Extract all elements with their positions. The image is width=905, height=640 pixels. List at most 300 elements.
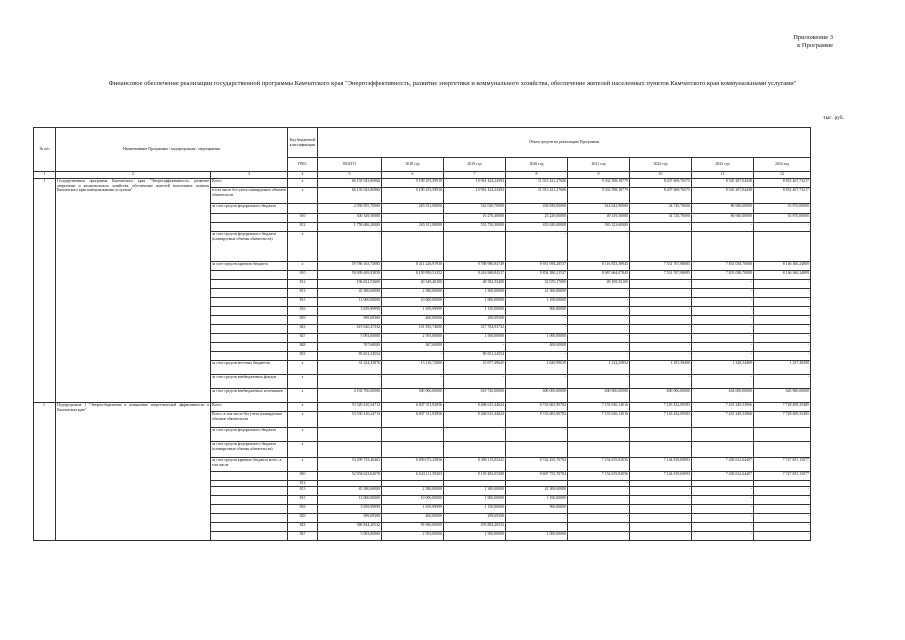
year-value-cell: - [754, 223, 811, 232]
year-value-cell: 34 720,70000 [630, 204, 692, 214]
year-value-cell: 8 852 467,73217 [754, 179, 811, 188]
funding-source-cell [211, 316, 288, 325]
year-value-cell: 9 416 968,84317 [444, 271, 506, 280]
grbs-code-cell: 829 [288, 514, 318, 523]
funding-source-cell [211, 298, 288, 307]
year-value-cell: 11 013 421,27606 [506, 188, 568, 204]
year-value-cell: 435 620,00000 [506, 223, 568, 232]
year-value-cell [754, 442, 811, 458]
year-value-cell: 900,00000 [506, 307, 568, 316]
grbs-code-cell: 812 [288, 223, 318, 232]
year-value-cell: 9 190 255,59910 [382, 179, 444, 188]
year-value-cell [444, 442, 506, 458]
year-value-cell: 1 500,00000 [444, 334, 506, 343]
year-value-cell: - [754, 325, 811, 334]
year-value-cell: 8 743 665,90784 [506, 403, 568, 412]
year-value-cell: 7 833 038,70008 [692, 271, 754, 280]
year-value-cell: - [506, 316, 568, 325]
year-value-cell: - [754, 316, 811, 325]
year-value-cell: - [692, 375, 754, 389]
year-value-cell: 2 380,00000 [382, 487, 444, 496]
year-value-cell: - [568, 496, 630, 505]
funding-source-cell: за счет средств краевого бюджета всего, в том числе [211, 458, 288, 472]
year-value-cell: - [568, 505, 630, 514]
year-value-cell: 10 000,00000 [382, 496, 444, 505]
total-cell: 45 380,00000 [318, 487, 382, 496]
funding-source-cell [211, 334, 288, 343]
col-number: 11 [692, 172, 754, 179]
funding-source-cell: за счет средств федерального бюджета [211, 204, 288, 214]
grbs-code-cell: х [288, 232, 318, 262]
total-cell: - [318, 232, 382, 262]
year-value-cell: 52 670,17000 [506, 280, 568, 289]
year-value-cell [568, 442, 630, 458]
year-value-cell: 7 430 612,64497 [692, 458, 754, 472]
total-cell: 53 499 733,46463 [318, 458, 382, 472]
year-value-cell: - [692, 487, 754, 496]
year-value-cell: 7 728 499,35485 [754, 403, 811, 412]
year-value-cell: 2 380,00000 [382, 289, 444, 298]
funding-source-cell: за счет средств федерального бюджета (планируемые объемы обязательств) [211, 232, 288, 262]
total-cell: 53 530 410,24713 [318, 412, 382, 428]
financing-table [33, 127, 811, 541]
total-cell: 3 659,99999 [318, 505, 382, 514]
year-value-cell: 400,00000 [506, 343, 568, 352]
header-year-2023: 2023 год [692, 158, 754, 172]
year-value-cell: 8 742 455,70784 [506, 458, 568, 472]
year-value-cell: - [692, 523, 754, 532]
year-value-cell: 48 582,53400 [444, 280, 506, 289]
column-numbers-row [34, 172, 811, 179]
year-value-cell: - [692, 334, 754, 343]
col-number: 10 [630, 172, 692, 179]
year-value-cell: 9 951 958,28537 [506, 262, 568, 271]
year-value-cell: 7 727 837,15077 [754, 458, 811, 472]
grbs-code-cell: х [288, 428, 318, 442]
year-value-cell: 1 300,00000 [444, 289, 506, 298]
year-value-cell: 1 237,48408 [754, 361, 811, 375]
year-value-cell: 1 659,99999 [382, 307, 444, 316]
year-value-cell: - [692, 505, 754, 514]
appendix-note [793, 34, 833, 50]
year-value-cell: 7 727 837,15077 [754, 472, 811, 481]
year-value-cell: - [568, 289, 630, 298]
year-value-cell: - [568, 481, 630, 487]
year-value-cell: 7 430 612,64497 [692, 472, 754, 481]
year-value-cell [630, 442, 692, 458]
funding-source-cell [211, 223, 288, 232]
year-value-cell: 8 146 360,24809 [754, 271, 811, 280]
year-value-cell: - [568, 523, 630, 532]
grbs-code-cell: 829 [288, 316, 318, 325]
year-value-cell: 299,69300 [444, 514, 506, 523]
year-value-cell [444, 232, 506, 262]
year-value-cell: - [506, 352, 568, 361]
grbs-code-cell: х [288, 361, 318, 375]
header-name: Наименование Программы / подпрограммы / мероприятия [56, 128, 288, 172]
total-cell: 45 380,00000 [318, 289, 382, 298]
year-value-cell: 7 144 819,69093 [630, 472, 692, 481]
grbs-code-cell: 848 [288, 343, 318, 352]
year-value-cell: 1 100,00000 [506, 496, 568, 505]
year-value-cell: 9 854 380,21537 [506, 271, 568, 280]
year-value-cell: 40 349,48100 [382, 280, 444, 289]
year-value-cell: - [444, 343, 506, 352]
grbs-code-cell: х [288, 442, 318, 458]
funding-source-cell [211, 214, 288, 223]
year-value-cell: - [506, 232, 568, 262]
header-year-2020: 2020 год [506, 158, 568, 172]
total-cell: 300 349,50000 [318, 214, 382, 223]
year-value-cell: 8 545 207,04438 [692, 179, 754, 188]
year-value-cell: 7 155 636,14016 [568, 403, 630, 412]
year-value-cell: 1 000,00000 [506, 532, 568, 541]
grbs-code-cell: 830 [288, 472, 318, 481]
year-value-cell: - [692, 280, 754, 289]
col-number: 5 [318, 172, 382, 179]
year-value-cell: 8 490 115,05241 [444, 458, 506, 472]
year-value-cell: - [754, 496, 811, 505]
total-cell: 699,69300 [318, 514, 382, 523]
year-value-cell: 7 154 819,92056 [568, 458, 630, 472]
year-value-cell: 619 740,00000 [444, 389, 506, 403]
year-value-cell: 458 849,00000 [506, 204, 568, 214]
year-value-cell: 8 159 959,51252 [382, 271, 444, 280]
total-cell: 85 651,24554 [318, 352, 382, 361]
year-value-cell: 55 870,00000 [754, 214, 811, 223]
year-value-cell [692, 232, 754, 262]
header-total: ВСЕГО [318, 158, 382, 172]
year-value-cell: - [630, 523, 692, 532]
funding-source-cell [211, 514, 288, 523]
subprogram-number: 1. [34, 403, 56, 541]
header-year-2022: 2022 год [630, 158, 692, 172]
year-value-cell: - [754, 343, 811, 352]
year-value-cell: 9 332 598,18779 [568, 188, 630, 204]
year-value-cell: - [568, 487, 630, 496]
header-num: № п/п [34, 128, 56, 172]
grbs-code-cell: 810 [288, 214, 318, 223]
year-value-cell: 1 900,00000 [444, 298, 506, 307]
year-value-cell: - [630, 316, 692, 325]
year-value-cell: 600 000,00000 [630, 389, 692, 403]
total-cell: 13 000,00000 [318, 298, 382, 307]
year-value-cell: 400,00000 [382, 514, 444, 523]
grbs-code-cell: 816 [288, 505, 318, 514]
year-value-cell: - [568, 307, 630, 316]
year-value-cell: 10 677,49645 [444, 361, 506, 375]
year-value-cell: - [754, 523, 811, 532]
year-value-cell: - [444, 428, 506, 442]
year-value-cell: - [568, 352, 630, 361]
grbs-code-cell: х [288, 188, 318, 204]
year-value-cell: - [506, 523, 568, 532]
year-value-cell: - [630, 505, 692, 514]
year-value-cell: - [630, 532, 692, 541]
col-number: 3 [211, 172, 288, 179]
total-cell: 1 758 606,20000 [318, 223, 382, 232]
header-row-top [34, 128, 811, 158]
col-number: 9 [568, 172, 630, 179]
year-value-cell: 6 847 311,92856 [382, 412, 444, 428]
header-year-2021: 2021 год [568, 158, 630, 172]
year-value-cell: 23 229,00000 [506, 214, 568, 223]
funding-source-cell: Всего, в том числе без учета планируемых объемов обязательств [211, 412, 288, 428]
col-number: 1 [34, 172, 56, 179]
total-cell: - [318, 375, 382, 389]
header-grbs: ГРБС [288, 158, 318, 172]
year-value-cell: - [754, 514, 811, 523]
year-value-cell: 367,60000 [382, 343, 444, 352]
total-cell: 53 520 410,24713 [318, 403, 382, 412]
grbs-code-cell: 815 [288, 298, 318, 307]
funding-source-cell: за счет средств федерального бюджета (планируемые объемы обязательств) [211, 442, 288, 458]
year-value-cell: - [630, 352, 692, 361]
year-value-cell: - [630, 307, 692, 316]
year-value-cell: 85 651,24554 [444, 352, 506, 361]
year-value-cell: - [630, 375, 692, 389]
funding-source-cell: Всего [211, 179, 288, 188]
funding-source-cell [211, 289, 288, 298]
year-value-cell: - [630, 343, 692, 352]
year-value-cell: - [754, 375, 811, 389]
year-value-cell: 265 911,90000 [382, 204, 444, 214]
document-title: Финансовое обеспечение реализации государственной программы Камчатского края "Энергоэффективность, развитие энергетики и коммунального хозяйства, обеспечение жителей населенных пунктов Камчатского края коммунальными услугами" [108, 80, 797, 87]
year-value-cell: - [754, 298, 811, 307]
year-value-cell [754, 428, 811, 442]
year-value-cell: 49 319,30000 [568, 214, 630, 223]
total-cell: 767,60000 [318, 343, 382, 352]
year-value-cell: 6 643 111,39303 [382, 472, 444, 481]
year-value-cell: 1 500,00000 [444, 532, 506, 541]
col-number: 7 [444, 172, 506, 179]
funding-source-cell [211, 352, 288, 361]
year-value-cell: 8 116 833,38945 [568, 262, 630, 271]
year-value-cell: - [568, 334, 630, 343]
year-value-cell: - [568, 375, 630, 389]
year-value-cell: - [692, 298, 754, 307]
year-value-cell: 8 207 669,76575 [630, 179, 692, 188]
year-value-cell: - [630, 334, 692, 343]
header-code: Код бюджетной классификации [288, 128, 318, 158]
year-value-cell: 614 642,90000 [568, 204, 630, 214]
grbs-code-cell: 843 [288, 523, 318, 532]
program-number: 1 [34, 179, 56, 403]
subprogram-name: Подпрограмма 1 "Энергосбережение и повышение энергетической эффективности в Камчатском крае" [56, 403, 211, 541]
year-value-cell: 2 593,00000 [382, 334, 444, 343]
header-year-2024: 2024 год [754, 158, 811, 172]
year-value-cell: 7 154 819,92056 [568, 472, 630, 481]
year-value-cell [382, 232, 444, 262]
header-year-2019: 2019 год [444, 158, 506, 172]
total-cell: 5 093,00000 [318, 334, 382, 343]
year-value-cell: 7 431 249,33966 [692, 412, 754, 428]
year-value-cell [754, 232, 811, 262]
year-value-cell: - [382, 375, 444, 389]
year-value-cell: 1 659,99999 [382, 505, 444, 514]
year-value-cell: 2 593,00000 [382, 532, 444, 541]
total-cell: 386 844,20532 [318, 523, 382, 532]
year-value-cell: 7 145 432,09583 [630, 403, 692, 412]
grbs-code-cell: х [288, 412, 318, 428]
grbs-code-cell: 847 [288, 334, 318, 343]
year-value-cell: 93 960,00000 [382, 523, 444, 532]
funding-source-cell [211, 505, 288, 514]
year-value-cell: - [630, 223, 692, 232]
total-cell: 66 103 043,86960 [318, 179, 382, 188]
year-value-cell: 41 300,00000 [506, 289, 568, 298]
year-value-cell: 7 728 499,35485 [754, 412, 811, 428]
year-value-cell: 299,69300 [444, 316, 506, 325]
total-cell: 5 093,00000 [318, 532, 382, 541]
year-value-cell [630, 428, 692, 442]
year-value-cell: 8 468 615,44024 [444, 403, 506, 412]
total-cell: 59 009 409,93858 [318, 271, 382, 280]
year-value-cell: - [444, 375, 506, 389]
year-value-cell [382, 442, 444, 458]
year-value-cell: 531 750,30000 [444, 223, 506, 232]
year-value-cell: 900,00000 [506, 505, 568, 514]
col-number: 6 [382, 172, 444, 179]
year-value-cell [630, 232, 692, 262]
year-value-cell: 9 190 255,59910 [382, 188, 444, 204]
grbs-code-cell: х [288, 179, 318, 188]
grbs-code-cell: 813 [288, 289, 318, 298]
unit-label: тыс. руб. [823, 115, 844, 121]
year-value-cell: 10 270,40000 [444, 214, 506, 223]
year-value-cell: - [692, 223, 754, 232]
year-value-cell: - [630, 487, 692, 496]
year-value-cell: 1 100,00000 [506, 298, 568, 307]
total-cell: 196 821,53600 [318, 280, 382, 289]
year-value-cell: 34 720,70000 [630, 214, 692, 223]
col-number: 12 [754, 172, 811, 179]
year-value-cell: 10 961 424,24394 [444, 188, 506, 204]
funding-source-cell: за счет средств краевого бюджета [211, 262, 288, 271]
year-value-cell: - [692, 496, 754, 505]
year-value-cell: - [568, 316, 630, 325]
year-value-cell [692, 428, 754, 442]
year-value-cell: 9 332 598,18779 [568, 179, 630, 188]
year-value-cell: 500 000,00000 [382, 389, 444, 403]
year-value-cell: 10 961 424,24394 [444, 179, 506, 188]
year-value-cell: - [568, 532, 630, 541]
year-value-cell: - [692, 289, 754, 298]
year-value-cell: 565 323,60000 [568, 223, 630, 232]
year-value-cell: 1 150,00000 [444, 307, 506, 316]
year-value-cell: - [630, 280, 692, 289]
year-value-cell: - [692, 316, 754, 325]
year-value-cell: 400,00000 [382, 316, 444, 325]
year-value-cell: 265 911,90000 [382, 223, 444, 232]
year-value-cell: 9 788 986,84749 [444, 262, 506, 271]
year-value-cell: 542 020,70000 [444, 204, 506, 214]
grbs-code-cell: 843 [288, 325, 318, 334]
year-value-cell: 8 207 669,76575 [630, 188, 692, 204]
grbs-code-cell: 847 [288, 532, 318, 541]
year-value-cell: - [506, 428, 568, 442]
year-value-cell: - [692, 307, 754, 316]
year-value-cell: 1 122,25854 [568, 361, 630, 375]
year-value-cell: 41 300,00000 [506, 487, 568, 496]
year-value-cell: - [692, 352, 754, 361]
year-value-cell: 8 697 755,70784 [506, 472, 568, 481]
year-value-cell: - [754, 307, 811, 316]
year-value-cell: - [754, 280, 811, 289]
year-value-cell: 10 000,00000 [382, 298, 444, 307]
total-cell: 2 058 955,70000 [318, 204, 382, 214]
year-value-cell: - [506, 325, 568, 334]
year-value-cell: - [568, 514, 630, 523]
year-value-cell: - [568, 343, 630, 352]
total-cell: 699,69300 [318, 316, 382, 325]
total-cell: - [318, 428, 382, 442]
year-value-cell: 7 145 432,09583 [630, 412, 692, 428]
total-cell: 59 786 163,73085 [318, 262, 382, 271]
total-cell: 4 192 700,00000 [318, 389, 382, 403]
funding-source-cell [211, 343, 288, 352]
grbs-code-cell: 812 [288, 481, 318, 487]
total-cell: 31 224,43876 [318, 361, 382, 375]
year-value-cell: 1 228,34469 [692, 361, 754, 375]
funding-source-cell [211, 496, 288, 505]
header-year-2018: 2018 год [382, 158, 444, 172]
year-value-cell: - [506, 375, 568, 389]
year-value-cell: - [506, 514, 568, 523]
year-value-cell: - [692, 514, 754, 523]
year-value-cell: - [568, 232, 630, 262]
year-value-cell: 6 847 311,92856 [382, 403, 444, 412]
year-value-cell [692, 442, 754, 458]
year-value-cell: 7 531 767,98085 [630, 271, 692, 280]
year-value-cell: 634 000,00000 [692, 389, 754, 403]
year-value-cell: - [692, 532, 754, 541]
year-value-cell: - [568, 325, 630, 334]
year-value-cell: 1 300,00000 [444, 487, 506, 496]
year-value-cell: 600 000,00000 [506, 389, 568, 403]
year-value-cell: - [754, 532, 811, 541]
grbs-code-cell: х [288, 403, 318, 412]
col-number: 4 [288, 172, 318, 179]
funding-source-cell: Всего [211, 403, 288, 412]
year-value-cell: - [630, 325, 692, 334]
year-value-cell: 11 013 421,27606 [506, 179, 568, 188]
year-value-cell: 7 531 767,98085 [630, 262, 692, 271]
funding-source-cell [211, 271, 288, 280]
grbs-code-cell: х [288, 458, 318, 472]
year-value-cell: 8 545 207,04438 [692, 188, 754, 204]
year-value-cell: 86 940,00000 [692, 214, 754, 223]
year-value-cell: - [382, 428, 444, 442]
year-value-cell: - [754, 505, 811, 514]
funding-source-cell: за счет средств внебюджетных фондов [211, 375, 288, 389]
table-row [34, 179, 811, 188]
year-value-cell: 1 000,00000 [506, 334, 568, 343]
year-value-cell: - [754, 487, 811, 496]
grbs-code-cell [288, 204, 318, 214]
table-row [34, 403, 811, 412]
total-cell: 52 958 633,62078 [318, 472, 382, 481]
year-value-cell: 101 835,74000 [382, 325, 444, 334]
year-value-cell: - [692, 343, 754, 352]
year-value-cell: 2 620,99029 [506, 361, 568, 375]
year-value-cell: 8 159 483,05309 [444, 472, 506, 481]
funding-source-cell [211, 487, 288, 496]
year-value-cell: 49 169,35100 [568, 280, 630, 289]
total-cell [318, 442, 382, 458]
funding-source-cell [211, 280, 288, 289]
grbs-code-cell: 853 [288, 352, 318, 361]
